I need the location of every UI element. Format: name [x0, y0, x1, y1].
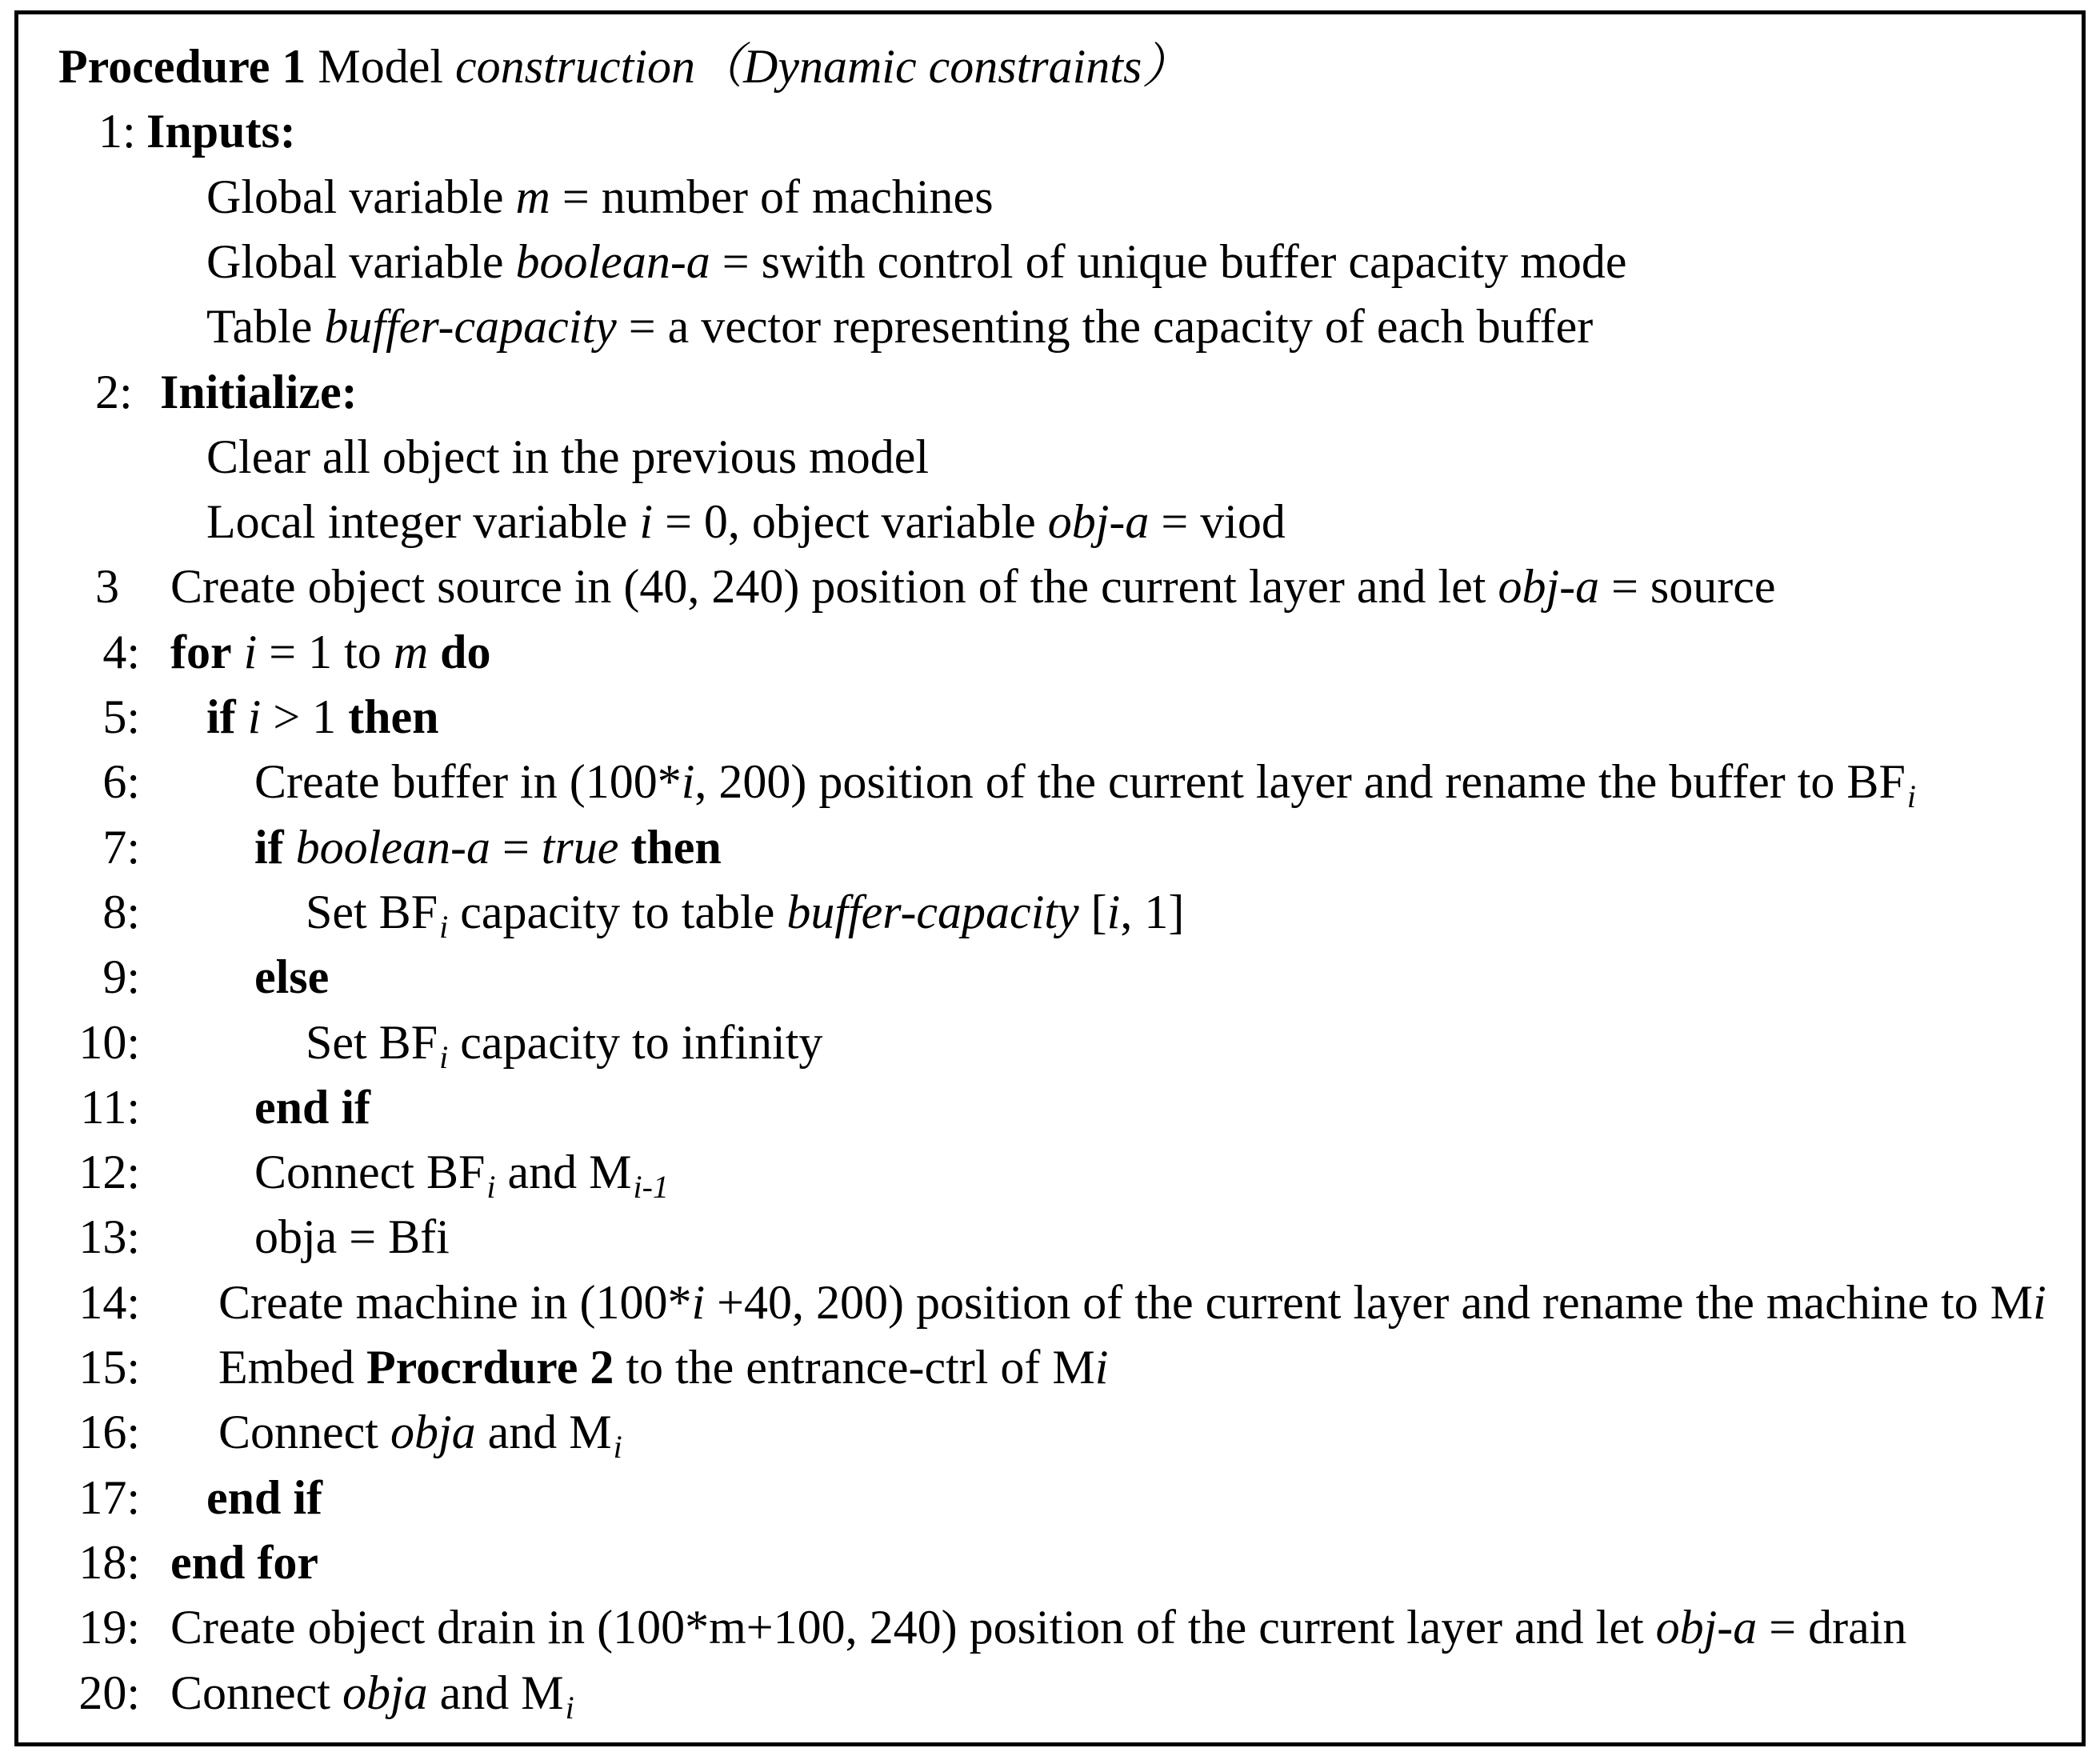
procedure-line [18, 1270, 2082, 1335]
line-text [306, 1010, 822, 1081]
line-number: 10: [78, 1015, 140, 1069]
text-run: and M [495, 1146, 632, 1199]
text-run: end if [254, 1080, 371, 1134]
text-run [618, 821, 630, 874]
procedure-line [18, 1334, 2082, 1400]
line-number: 2: [95, 365, 133, 418]
text-run: Initialize: [160, 365, 358, 418]
line-number: 9: [102, 950, 140, 1004]
text-run: m [393, 625, 429, 678]
line-number: 3 [95, 560, 119, 614]
line-number: 17: [78, 1470, 140, 1524]
procedure-line [18, 619, 2082, 685]
subscript: i [439, 908, 449, 945]
procedure-line [18, 684, 2082, 750]
procedure-line [18, 814, 2082, 880]
line-text [206, 1465, 322, 1530]
text-run: i [2033, 1275, 2046, 1329]
line-text [254, 814, 722, 880]
text-run: end for [170, 1535, 318, 1589]
text-run: = 1 to [257, 625, 394, 678]
subscript: i [1906, 778, 1916, 815]
procedure-line [18, 1399, 2082, 1465]
text-run: true [541, 820, 619, 874]
text-run: , 200) position of the current layer and rename the buffer to BF [694, 755, 1906, 809]
procedure-line [18, 944, 2082, 1010]
procedure-line [18, 424, 2082, 490]
line-text [306, 879, 1184, 950]
procedure-line [18, 98, 2082, 164]
line-number: 15: [78, 1341, 140, 1394]
text-run: buffer-capacity [324, 300, 617, 354]
text-run: i [1094, 1341, 1109, 1394]
text-run: end if [206, 1470, 323, 1524]
text-run: obja [390, 1406, 476, 1459]
line-number: 6: [102, 755, 140, 809]
text-run: = 0, object variable [653, 495, 1048, 549]
text-run: Set BF [306, 1015, 438, 1069]
text-run: Procrdure 2 [366, 1341, 614, 1394]
text-run: i [243, 625, 258, 678]
text-run: Procedure 1 [58, 40, 306, 93]
text-run [236, 690, 248, 743]
text-run: capacity to table [448, 885, 787, 938]
procedure-line [18, 1465, 2082, 1530]
text-run: Create machine in (100* [218, 1275, 692, 1329]
text-run: construction [455, 40, 696, 93]
line-text [170, 1660, 574, 1731]
text-run: i [639, 495, 654, 549]
text-run: for [170, 625, 232, 678]
line-text [254, 1074, 370, 1140]
procedure-line [18, 1594, 2082, 1660]
text-run: , 1] [1120, 885, 1185, 938]
text-run: obja [342, 1666, 428, 1719]
line-text [206, 229, 1627, 294]
text-run: Global variable [206, 170, 516, 223]
subscript: i [486, 1169, 496, 1206]
procedure-line [18, 164, 2082, 230]
text-run: then [630, 820, 722, 874]
text-run: and M [475, 1406, 612, 1459]
text-run: buffer-capacity [786, 885, 1079, 938]
text-run: capacity to infinity [448, 1015, 823, 1069]
line-number: 4: [102, 625, 140, 678]
line-text [254, 1139, 669, 1210]
procedure-line [18, 1204, 2082, 1270]
procedure-line [18, 359, 2082, 425]
procedure-line [18, 879, 2082, 945]
text-run: if [206, 690, 236, 743]
subscript: i [439, 1038, 449, 1075]
text-run: Set BF [306, 885, 438, 938]
line-text [206, 489, 1286, 554]
procedure-line [18, 749, 2082, 814]
line-text [218, 1334, 1108, 1400]
procedure-line [18, 554, 2082, 619]
text-run: Connect [170, 1666, 342, 1719]
line-text [170, 1594, 1906, 1660]
line-number: 13: [78, 1210, 140, 1264]
line-text [160, 359, 358, 425]
procedure-line [18, 294, 2082, 359]
subscript: i [565, 1689, 574, 1726]
procedure-line [18, 1139, 2082, 1205]
text-run: i [691, 1275, 706, 1329]
text-run: do [440, 625, 491, 678]
line-number: 8: [102, 885, 140, 938]
line-text [254, 749, 1916, 820]
text-run: = viod [1149, 495, 1286, 549]
text-run: boolean-a [515, 234, 710, 288]
text-run: Global variable [206, 234, 516, 288]
procedure-title-text [58, 34, 1190, 99]
text-run [284, 821, 296, 874]
line-number: 18: [78, 1535, 140, 1589]
text-run: else [254, 950, 330, 1004]
line-number: 7: [102, 820, 140, 874]
procedure-box [14, 10, 2086, 1746]
text-run: = swith control of unique buffer capacity mode [710, 234, 1627, 288]
line-number: 16: [78, 1406, 140, 1459]
procedure-line [18, 1530, 2082, 1595]
text-run: Local integer variable [206, 495, 640, 549]
text-run: > 1 [261, 690, 349, 743]
line-text [170, 554, 1776, 619]
line-text [170, 1530, 318, 1595]
procedure-line [18, 1010, 2082, 1075]
line-number: 20: [78, 1666, 140, 1719]
line-text [146, 98, 296, 164]
text-run: = number of machines [550, 170, 994, 223]
text-run: obj-a [1655, 1601, 1758, 1654]
text-run: Create object drain in (100*m+100, 240) position of the current layer and let [170, 1601, 1656, 1654]
text-run: = drain [1757, 1601, 1907, 1654]
text-run: +40, 200) position of the current layer and rename the machine to M [705, 1275, 2034, 1329]
line-number: 5: [102, 690, 140, 743]
line-text [206, 424, 929, 490]
text-run: i [1106, 885, 1121, 938]
text-run: Create object source in (40, 240) position of the current layer and let [170, 560, 1498, 614]
text-run: Table [206, 300, 325, 354]
text-run: Clear all object in the previous model [206, 430, 930, 483]
text-run: obj-a [1498, 560, 1600, 614]
line-number: 12: [78, 1146, 140, 1199]
text-run: m [515, 170, 550, 223]
text-run: and M [427, 1666, 564, 1719]
text-run: then [348, 690, 439, 743]
text-run: i [681, 755, 695, 809]
subscript: i-1 [633, 1169, 669, 1206]
line-text [206, 684, 439, 750]
text-run: （Dynamic constraints） [695, 40, 1190, 93]
line-text [254, 944, 329, 1010]
procedure-line [18, 229, 2082, 294]
line-text [206, 164, 994, 230]
text-run [232, 626, 244, 678]
text-run: to the entrance-ctrl of M [614, 1341, 1095, 1394]
procedure-line [18, 489, 2082, 554]
line-text [254, 1204, 450, 1270]
line-number: 14: [78, 1275, 140, 1329]
text-run: = source [1599, 560, 1776, 614]
text-run: Inputs: [146, 105, 296, 158]
line-number: 1: [98, 105, 136, 158]
text-run [428, 626, 440, 678]
text-run: Connect BF [254, 1146, 486, 1199]
text-run: Connect [218, 1406, 390, 1459]
text-run: if [254, 820, 284, 874]
text-run: Create buffer in (100* [254, 755, 682, 809]
line-text [206, 294, 1593, 359]
text-run: Embed [218, 1341, 366, 1394]
line-text [218, 1270, 2046, 1335]
text-run: boolean-a [295, 820, 490, 874]
text-run: i [247, 690, 262, 743]
text-run: Model [306, 40, 456, 93]
line-text [170, 619, 491, 685]
text-run: = [490, 820, 542, 874]
text-run: obj-a [1047, 495, 1150, 549]
line-text [218, 1399, 622, 1470]
procedure-line [18, 1660, 2082, 1726]
text-run: obja = Bfi [254, 1210, 450, 1264]
text-run: = a vector representing the capacity of each buffer [616, 300, 1594, 354]
text-run: [ [1078, 885, 1107, 938]
line-number: 11: [80, 1080, 140, 1134]
subscript: i [613, 1429, 622, 1466]
line-number: 19: [78, 1601, 140, 1654]
procedure-line [18, 1074, 2082, 1140]
